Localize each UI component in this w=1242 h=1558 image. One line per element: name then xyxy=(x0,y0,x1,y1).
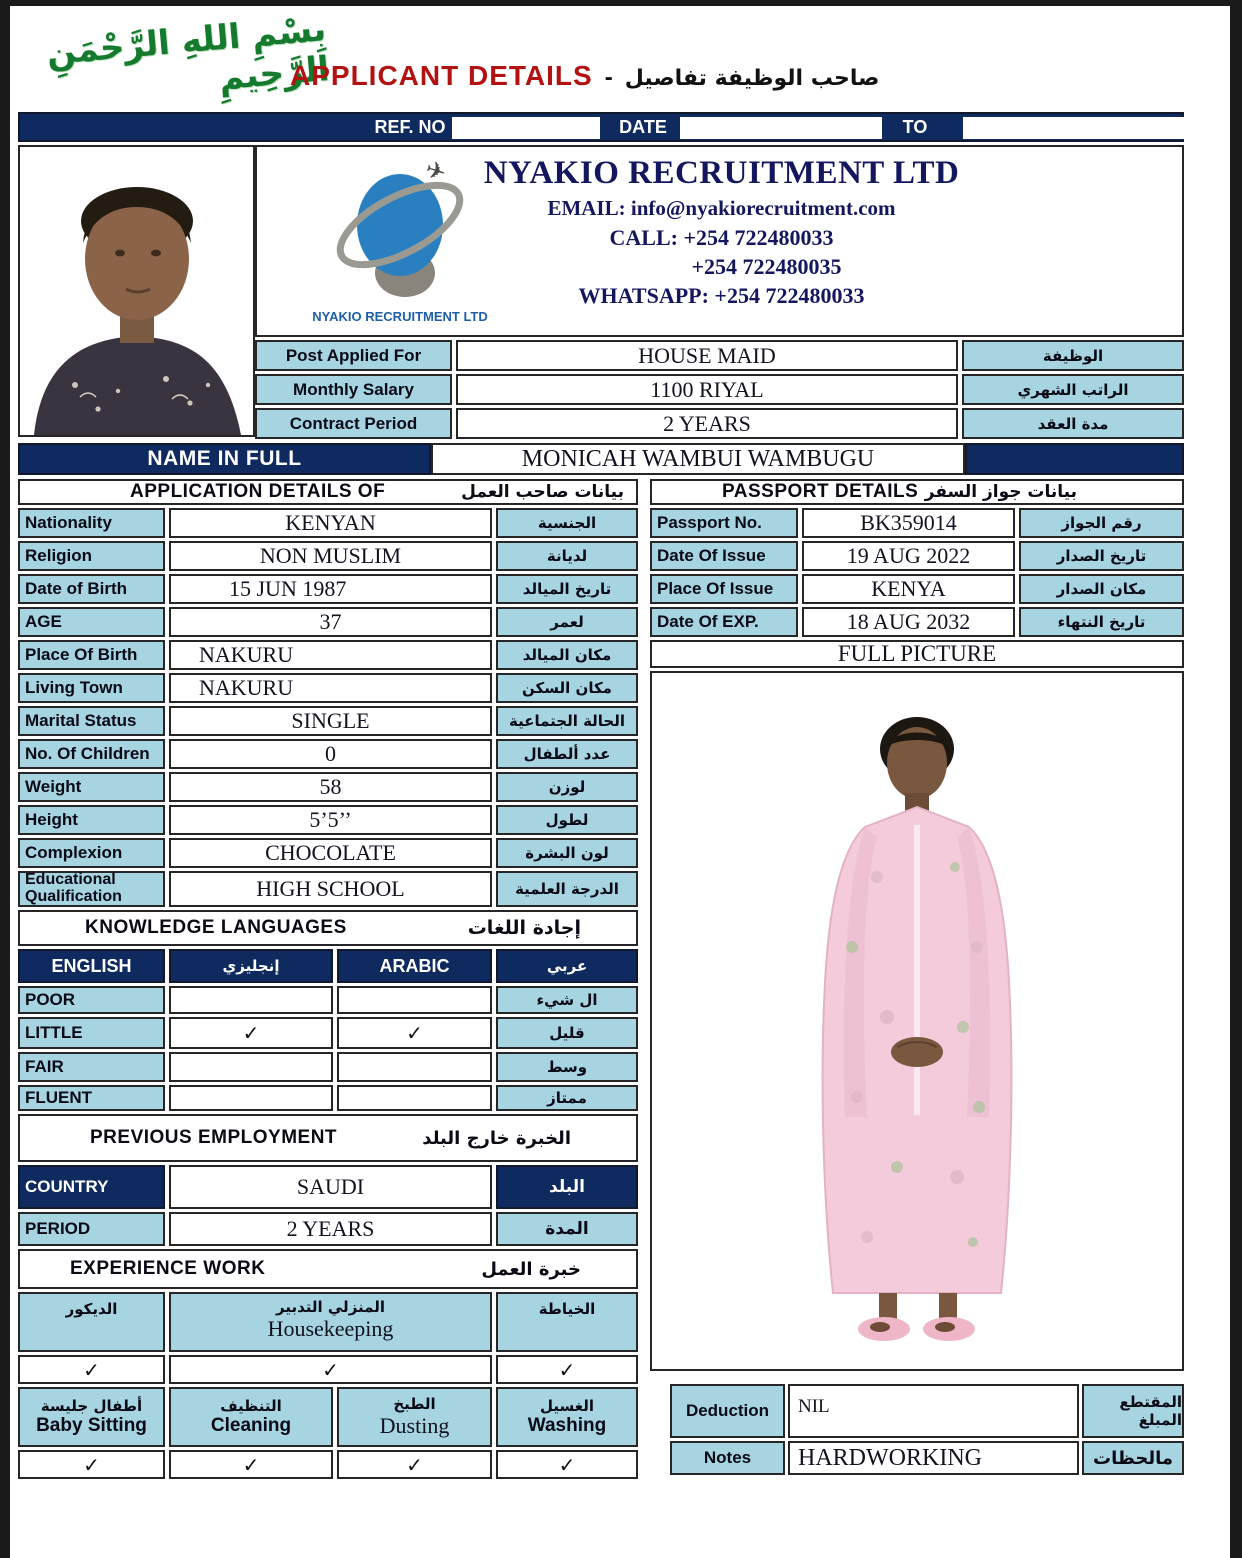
english-column-header: ENGLISH xyxy=(18,949,165,983)
country-row xyxy=(18,1165,638,1209)
experience-work-title: EXPERIENCE WORK xyxy=(70,1258,266,1279)
previous-employment-title-arabic: الخبرة خارج البلد xyxy=(422,1127,571,1149)
nationality-value: KENYAN xyxy=(169,508,492,538)
cleaning-check: ✓ xyxy=(169,1450,333,1479)
deduction-arabic: المقتطع المبلغ xyxy=(1082,1384,1184,1438)
fluent-label: FLUENT xyxy=(18,1085,165,1111)
dob-value: 15 JUN 1987 xyxy=(169,574,492,604)
children-value: 0 xyxy=(169,739,492,769)
languages-title: KNOWLEDGE LANGUAGES xyxy=(85,917,347,938)
notes-arabic: مالحظات xyxy=(1082,1441,1184,1475)
row-religion xyxy=(18,541,638,571)
dusting-header xyxy=(337,1387,492,1447)
marital-status-value: SINGLE xyxy=(169,706,492,736)
housekeeping-check: ✓ xyxy=(169,1355,492,1384)
washing-header xyxy=(496,1387,638,1447)
living-town-arabic: مكان السكن xyxy=(496,673,638,703)
education-label: Educational Qualification xyxy=(18,871,165,907)
weight-value: 58 xyxy=(169,772,492,802)
washing-english: Washing xyxy=(527,1415,607,1436)
languages-header xyxy=(18,910,638,946)
dob-label: Date of Birth xyxy=(18,574,165,604)
ref-no-field xyxy=(452,117,600,139)
row-education xyxy=(18,871,638,907)
education-arabic: الدرجة العلمية xyxy=(496,871,638,907)
applicant-photo xyxy=(18,145,255,437)
cleaning-arabic: التنظيف xyxy=(220,1397,282,1415)
name-in-full-row xyxy=(18,443,1184,475)
children-arabic: عدد ألطفال xyxy=(496,739,638,769)
experience-work-title-arabic: خبرة العمل xyxy=(481,1258,581,1280)
post-applied-value: HOUSE MAID xyxy=(456,340,958,371)
row-date-of-birth xyxy=(18,574,638,604)
washing-check: ✓ xyxy=(496,1450,638,1479)
passport-no-row xyxy=(650,508,1184,538)
period-value: 2 YEARS xyxy=(169,1212,492,1246)
weight-arabic: لوزن xyxy=(496,772,638,802)
scan-edge-left xyxy=(0,0,10,1558)
deduction-row xyxy=(670,1384,1184,1438)
dusting-english: Dusting xyxy=(379,1413,450,1438)
bismillah-calligraphy xyxy=(24,1,331,122)
weight-label: Weight xyxy=(18,772,165,802)
date-of-issue-arabic: تاريخ الصدار xyxy=(1019,541,1184,571)
decor-check: ✓ xyxy=(18,1355,165,1384)
passport-no-value: BK359014 xyxy=(802,508,1015,538)
sewing-check: ✓ xyxy=(496,1355,638,1384)
page-title-english: APPLICANT DETAILS xyxy=(290,60,593,91)
full-picture-cell xyxy=(650,671,1184,1371)
age-arabic: لعمر xyxy=(496,607,638,637)
height-label: Height xyxy=(18,805,165,835)
row-marital-status xyxy=(18,706,638,736)
application-details-header xyxy=(18,479,638,505)
experience-group1-headers xyxy=(18,1292,638,1352)
date-of-issue-label: Date Of Issue xyxy=(650,541,798,571)
living-town-value: NAKURU xyxy=(169,673,492,703)
country-label: COUNTRY xyxy=(18,1165,165,1209)
page-title xyxy=(290,60,879,92)
sewing-header xyxy=(496,1292,638,1352)
to-label: TO xyxy=(902,116,928,137)
passport-details-title-arabic: بيانات جواز السفر xyxy=(924,482,1077,502)
experience-group2-checks xyxy=(18,1450,638,1479)
housekeeping-header xyxy=(169,1292,492,1352)
previous-employment-title: PREVIOUS EMPLOYMENT xyxy=(90,1127,338,1148)
post-applied-label: Post Applied For xyxy=(255,340,452,371)
fair-arabic-check xyxy=(337,1052,492,1082)
notes-label: Notes xyxy=(670,1441,785,1475)
baby-sitting-arabic: أطفال جليسة xyxy=(40,1397,143,1415)
place-of-issue-row xyxy=(650,574,1184,604)
row-children xyxy=(18,739,638,769)
logo-caption: NYAKIO RECRUITMENT LTD xyxy=(312,309,488,324)
monthly-salary-label: Monthly Salary xyxy=(255,374,452,405)
language-row-fair xyxy=(18,1052,638,1082)
place-of-birth-value: NAKURU xyxy=(169,640,492,670)
poor-arabic-check xyxy=(337,986,492,1014)
application-details-section xyxy=(18,479,638,1479)
date-of-issue-value: 19 AUG 2022 xyxy=(802,541,1015,571)
nationality-label: Nationality xyxy=(18,508,165,538)
cleaning-english: Cleaning xyxy=(210,1415,292,1436)
applicant-portrait-graphic xyxy=(20,147,253,435)
sewing-arabic: الخياطة xyxy=(538,1300,596,1318)
children-label: No. Of Children xyxy=(18,739,165,769)
country-value: SAUDI xyxy=(169,1165,492,1209)
fair-label: FAIR xyxy=(18,1052,165,1082)
row-height xyxy=(18,805,638,835)
monthly-salary-arabic: الراتب الشهري xyxy=(962,374,1184,405)
date-of-exp-label: Date Of EXP. xyxy=(650,607,798,637)
religion-label: Religion xyxy=(18,541,165,571)
fluent-arabic-check xyxy=(337,1085,492,1111)
company-phone: CALL: +254 722480033 xyxy=(609,225,834,250)
dusting-arabic: الطبخ xyxy=(393,1395,436,1413)
passport-details-header xyxy=(650,479,1184,505)
date-of-exp-row xyxy=(650,607,1184,637)
ref-date-to-bar xyxy=(18,112,1184,142)
passport-no-label: Passport No. xyxy=(650,508,798,538)
living-town-label: Living Town xyxy=(18,673,165,703)
company-email: EMAIL: info@nyakiorecruitment.com xyxy=(547,196,896,220)
row-place-of-birth xyxy=(18,640,638,670)
place-of-issue-label: Place Of Issue xyxy=(650,574,798,604)
application-details-title: APPLICATION DETAILS OF xyxy=(130,481,386,502)
english-arabic-column-header: إنجليزي xyxy=(169,949,333,983)
date-of-exp-arabic: تاريخ النتهاء xyxy=(1019,607,1184,637)
contract-period-label: Contract Period xyxy=(255,408,452,439)
little-arabic-check: ✓ xyxy=(337,1017,492,1049)
complexion-arabic: لون البشرة xyxy=(496,838,638,868)
deduction-notes-table xyxy=(670,1384,1184,1475)
marital-status-label: Marital Status xyxy=(18,706,165,736)
place-of-birth-label: Place Of Birth xyxy=(18,640,165,670)
place-of-birth-arabic: مكان الميالد xyxy=(496,640,638,670)
washing-arabic: الغسيل xyxy=(539,1397,595,1415)
ref-no-label: REF. NO xyxy=(374,116,446,137)
period-row xyxy=(18,1212,638,1246)
marital-status-arabic: الحالة الجتماعية xyxy=(496,706,638,736)
housekeeping-arabic: المنزلي التدبير xyxy=(276,1298,385,1316)
languages-title-arabic: إجادة اللغات xyxy=(467,917,581,939)
languages-column-headers xyxy=(18,949,638,983)
plane-icon: ✈ xyxy=(421,154,450,188)
date-label: DATE xyxy=(619,116,667,137)
company-whatsapp: WHATSAPP: +254 722480033 xyxy=(578,283,865,308)
arabic-column-header: ARABIC xyxy=(337,949,492,983)
passport-no-arabic: رقم الجواز xyxy=(1019,508,1184,538)
poor-english-check xyxy=(169,986,333,1014)
company-text-block xyxy=(257,155,1186,309)
height-arabic: لطول xyxy=(496,805,638,835)
name-in-full-filler xyxy=(965,443,1184,475)
fluent-arabic-label: ممتاز xyxy=(496,1085,638,1111)
poor-arabic-label: ال شيء xyxy=(496,986,638,1014)
company-phone2: +254 722480035 xyxy=(691,254,842,279)
decor-header xyxy=(18,1292,165,1352)
arabic-arabic-column-header: عربي xyxy=(496,949,638,983)
housekeeping-english: Housekeeping xyxy=(267,1316,394,1341)
experience-work-header xyxy=(18,1249,638,1289)
post-table xyxy=(255,340,1184,439)
experience-group2-headers xyxy=(18,1387,638,1447)
religion-arabic: لديانة xyxy=(496,541,638,571)
name-in-full-value: MONICAH WAMBUI WAMBUGU xyxy=(431,443,965,475)
company-name: NYAKIO RECRUITMENT LTD xyxy=(483,155,960,191)
period-arabic: المدة xyxy=(496,1212,638,1246)
religion-value: NON MUSLIM xyxy=(169,541,492,571)
language-row-fluent xyxy=(18,1085,638,1111)
place-of-issue-value: KENYA xyxy=(802,574,1015,604)
contract-period-arabic: مدة العقد xyxy=(962,408,1184,439)
row-age xyxy=(18,607,638,637)
post-applied-arabic: الوظيفة xyxy=(962,340,1184,371)
little-arabic-label: قليل xyxy=(496,1017,638,1049)
date-of-exp-value: 18 AUG 2032 xyxy=(802,607,1015,637)
date-field xyxy=(680,117,882,139)
fluent-english-check xyxy=(169,1085,333,1111)
baby-sitting-check: ✓ xyxy=(18,1450,165,1479)
height-value: 5’5’’ xyxy=(169,805,492,835)
full-body-photo-graphic xyxy=(727,697,1107,1357)
place-of-issue-arabic: مكان الصدار xyxy=(1019,574,1184,604)
cleaning-header xyxy=(169,1387,333,1447)
baby-sitting-english: Baby Sitting xyxy=(36,1415,147,1436)
poor-label: POOR xyxy=(18,986,165,1014)
application-details-title-arabic: بيانات صاحب العمل xyxy=(461,482,624,502)
notes-value: HARDWORKING xyxy=(788,1441,1079,1475)
age-value: 37 xyxy=(169,607,492,637)
decor-arabic: الديكور xyxy=(65,1300,118,1318)
full-picture-header: FULL PICTURE xyxy=(650,640,1184,668)
passport-details-title: PASSPORT DETAILS xyxy=(722,481,919,502)
complexion-label: Complexion xyxy=(18,838,165,868)
deduction-label: Deduction xyxy=(670,1384,785,1438)
little-label: LITTLE xyxy=(18,1017,165,1049)
period-label: PERIOD xyxy=(18,1212,165,1246)
education-value: HIGH SCHOOL xyxy=(169,871,492,907)
experience-group1-checks xyxy=(18,1355,638,1384)
language-row-little xyxy=(18,1017,638,1049)
dob-arabic: تاريخ الميالد xyxy=(496,574,638,604)
row-weight xyxy=(18,772,638,802)
row-living-town xyxy=(18,673,638,703)
bismillah-text: بِسْمِ اللهِ الرَّحْمَنِ الرَّحِيمِ xyxy=(44,8,331,98)
to-field xyxy=(963,117,1184,139)
row-complexion xyxy=(18,838,638,868)
notes-row xyxy=(670,1441,1184,1475)
age-label: AGE xyxy=(18,607,165,637)
name-in-full-label: NAME IN FULL xyxy=(18,443,431,475)
complexion-value: CHOCOLATE xyxy=(169,838,492,868)
language-row-poor xyxy=(18,986,638,1014)
fair-english-check xyxy=(169,1052,333,1082)
scan-edge-top xyxy=(0,0,1242,6)
nationality-arabic: الجنسية xyxy=(496,508,638,538)
scan-edge-right xyxy=(1230,0,1242,1558)
fair-arabic-label: وسط xyxy=(496,1052,638,1082)
baby-sitting-header xyxy=(18,1387,165,1447)
company-header xyxy=(255,145,1184,337)
date-of-issue-row xyxy=(650,541,1184,571)
page-title-dash: - xyxy=(604,64,613,91)
monthly-salary-value: 1100 RIYAL xyxy=(456,374,958,405)
dusting-check: ✓ xyxy=(337,1450,492,1479)
row-nationality xyxy=(18,508,638,538)
little-english-check: ✓ xyxy=(169,1017,333,1049)
deduction-value: NIL xyxy=(788,1384,1079,1438)
page-title-arabic: صاحب الوظيفة تفاصيل xyxy=(624,66,880,91)
contract-period-value: 2 YEARS xyxy=(456,408,958,439)
previous-employment-header xyxy=(18,1114,638,1162)
country-arabic: البلد xyxy=(496,1165,638,1209)
passport-details-section xyxy=(650,479,1184,1371)
